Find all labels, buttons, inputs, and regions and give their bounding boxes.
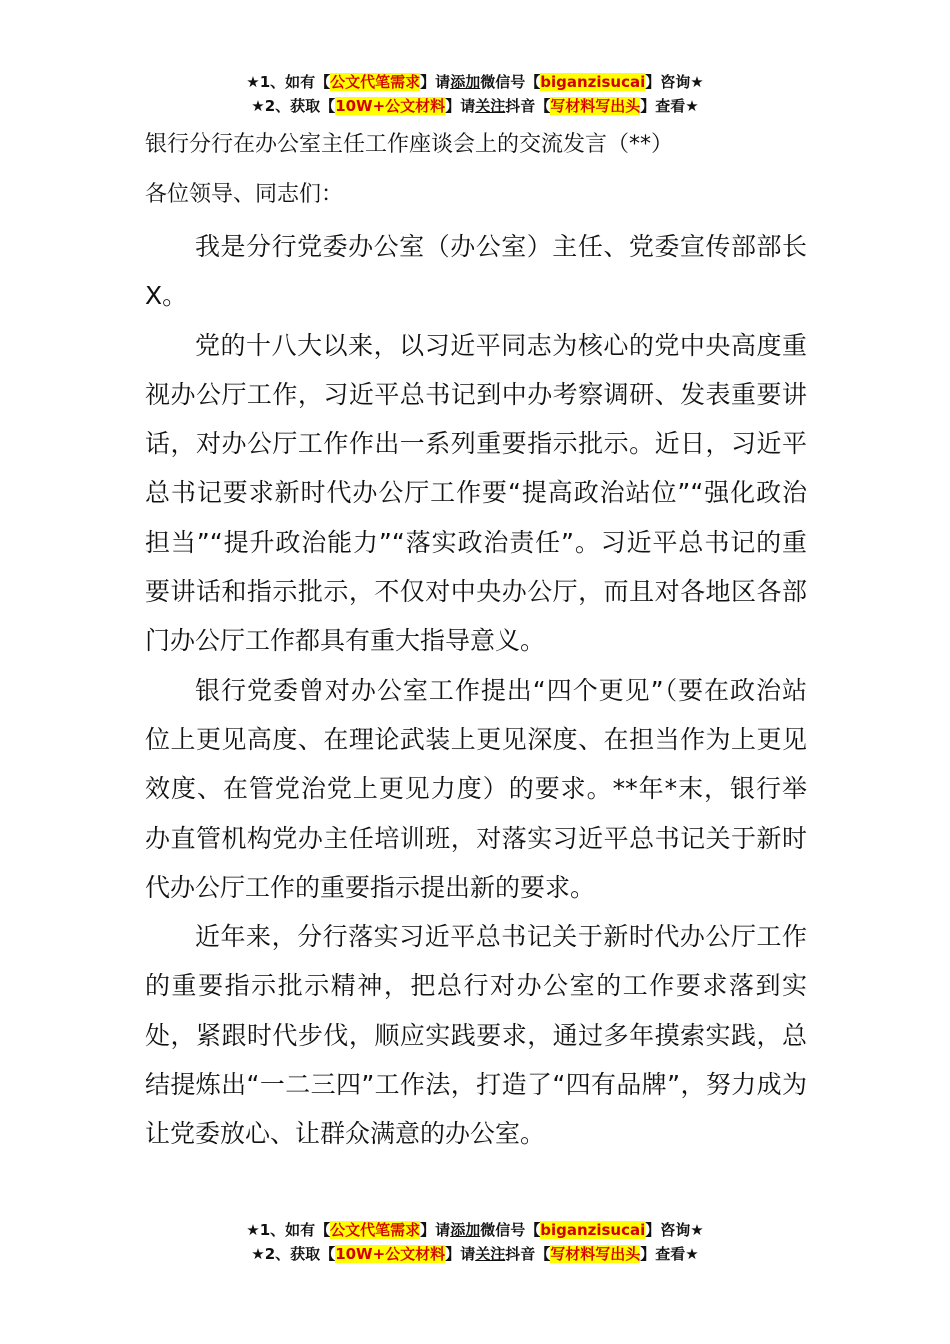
notice-text: 】查看★ [640,1245,699,1263]
top-notice [0,70,950,118]
paragraph-2: 党的十八大以来，以习近平同志为核心的党中央高度重视办公厅工作，习近平总书记到中办考察调研、发表重要讲话，对办公厅工作作出一系列重要指示批示。近日，习近平总书记要求新时代办公厅工作要“提高政治站位”“强化政治担当”“提升政治能力”“落实政治责任”。习近平总书记的重要讲话和指示批示，不仅对中央办公厅，而且对各地区各部门办公厅工作都具有重大指导意义。 [145,330,807,656]
paragraph-4: 近年来，分行落实习近平总书记关于新时代办公厅工作的重要指示批示精神，把总行对办公室的工作要求落到实处，紧跟时代步伐，顺应实践要求，通过多年摸索实践，总结提炼出“一二三四”工作法，打造了“四有品牌”，努力成为让党委放心、让群众满意的办公室。 [145,922,807,1149]
highlight-materials: 10W+公文材料 [335,97,446,115]
notice-text: 微信号【 [480,1221,541,1239]
underlined-word: 添加 [450,1221,481,1239]
notice-text: 】咨询★ [645,73,704,91]
notice-text: ★1、如有【 [246,73,331,91]
notice-text: 抖音【 [505,1245,551,1263]
highlight-douyin-account: 写材料写出头 [550,97,641,115]
greeting: 各位领导、同志们： [145,182,344,207]
notice-text: ★2、获取【 [251,1245,336,1263]
highlight-wechat-id: biganzisucai [540,73,646,91]
underlined-word: 关注 [475,97,506,115]
notice-text: 】咨询★ [645,1221,704,1239]
notice-text: ★1、如有【 [246,1221,331,1239]
highlight-service: 公文代笔需求 [330,1221,421,1239]
bottom-notice [0,1218,950,1266]
highlight-wechat-id: biganzisucai [540,1221,646,1239]
notice-line-2 [0,94,950,118]
paragraph-3: 银行党委曾对办公室工作提出“四个更见”（要在政治站位上更见高度、在理论武装上更见深度、在担当作为上更见效度、在管党治党上更见力度）的要求。**年*末，银行举办直管机构党办主任培训班，对落实习近平总书记关于新时代办公厅工作的重要指示提出新的要求。 [145,675,807,902]
notice-text: 】请 [445,97,476,115]
notice-line-1 [0,70,950,94]
underlined-word: 关注 [475,1245,506,1263]
underlined-word: 添加 [450,73,481,91]
document-body [145,222,807,1159]
notice-text: 】查看★ [640,97,699,115]
highlight-douyin-account: 写材料写出头 [550,1245,641,1263]
notice-text: 】请 [420,73,451,91]
highlight-materials: 10W+公文材料 [335,1245,446,1263]
notice-text: 抖音【 [505,97,551,115]
notice-text: 】请 [420,1221,451,1239]
highlight-service: 公文代笔需求 [330,73,421,91]
notice-text: 微信号【 [480,73,541,91]
notice-line-2 [0,1242,950,1266]
notice-text: ★2、获取【 [251,97,336,115]
notice-text: 】请 [445,1245,476,1263]
document-title: 银行分行在办公室主任工作座谈会上的交流发言（**） [145,132,674,157]
notice-line-1 [0,1218,950,1242]
paragraph-1: 我是分行党委办公室（办公室）主任、党委宣传部部长X。 [145,232,807,311]
